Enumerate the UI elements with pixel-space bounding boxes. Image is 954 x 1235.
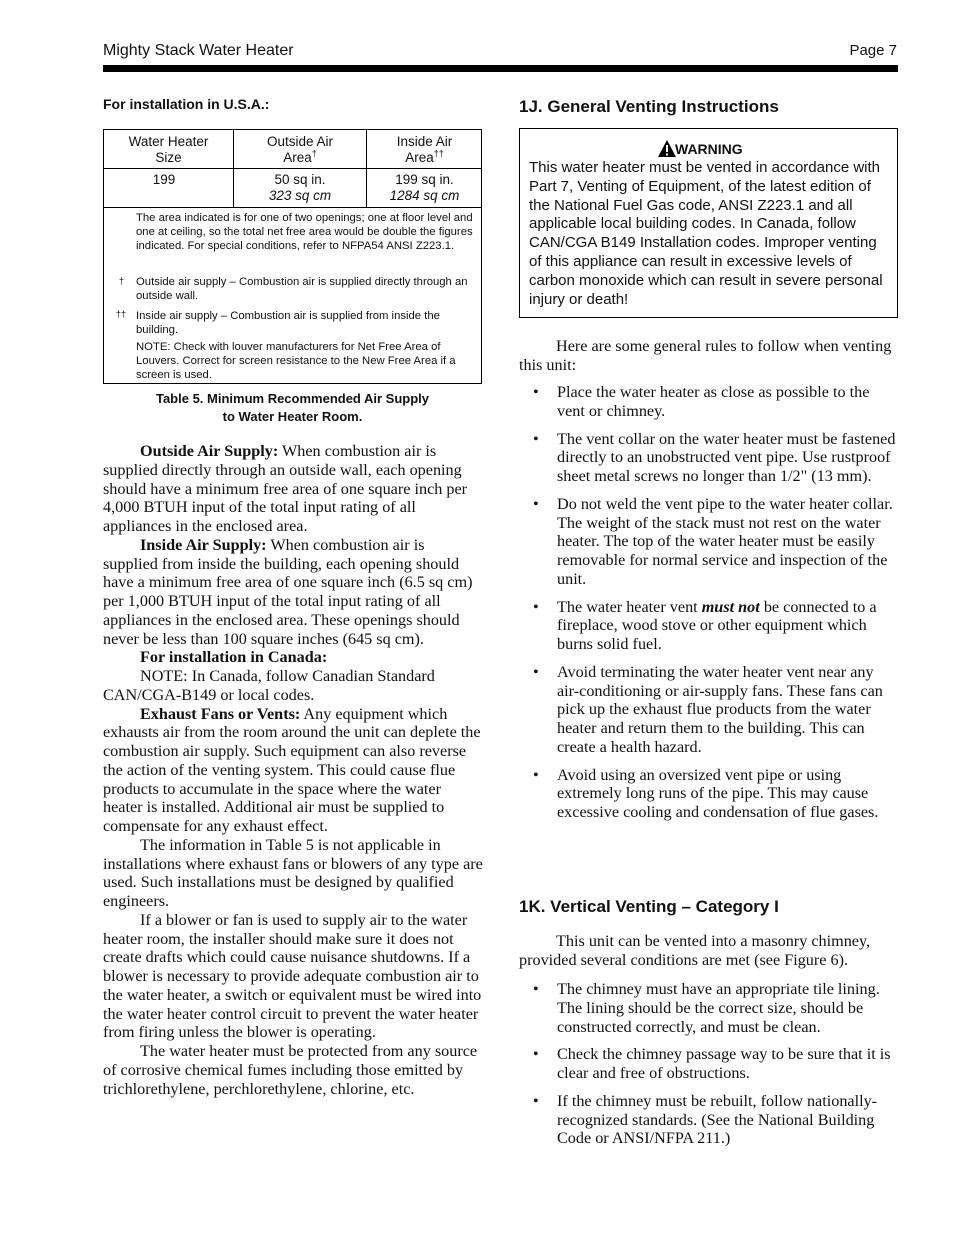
list-item: • Avoid terminating the water heater vent near any air-conditioning or air-supply fans. These fans can pick up the exhaust flue products from the water heater and return them to the building. This can create a health hazard. [533, 662, 883, 756]
dagger-mark: † [119, 276, 125, 286]
list-item: • If the chimney must be rebuilt, follow nationally-recognized standards. (See the National Building Code or ANSI/NFPA 211.) [533, 1091, 878, 1148]
list-item: • Avoid using an oversized vent pipe or using extremely long runs of the pipe. This may cause excessive cooling and condensation of flue gases. [533, 765, 879, 821]
inside-air-paragraph: Inside Air Supply: When combustion air is supplied from inside the building, each opening should have a minimum free area of one square inch (6.5 sq cm) per 1,000 BTUH input of the total input rating of all appliances in the enclosed area. These openings should never be less than 100 square inches (645 sq cm). [103, 535, 473, 648]
list-item: • Place the water heater as close as possible to the vent or chimney. [533, 383, 870, 420]
outside-air-paragraph: Outside Air Supply: When combustion air is supplied directly through an outside wall, each opening should have a minimum free area of one square inch per 4,000 BTUH input of the total input rating of all appliances in the enclosed area. [103, 442, 468, 535]
header-outside-air-area: Outside Air Area† [266, 134, 334, 165]
general-venting-list [519, 383, 899, 831]
list-item: • Do not weld the vent pipe to the water heater collar. The weight of the stack must not rest on the water heater. The top of the water heater must be easily removable for normal service and inspection of the unit. [533, 494, 893, 588]
table5-paragraph: The information in Table 5 is not applicable in installations where exhaust fans or blowers of any type are used. Such installations must be designed by qualified engineers. [103, 835, 483, 910]
table-caption: Table 5. Minimum Recommended Air Supply to Water Heater Room. [155, 391, 430, 424]
note-inside-air: Inside air supply – Combustion air is supplied from inside the building. [136, 310, 440, 336]
list-item: • Check the chimney passage way to be sure that it is clear and free of obstructions. [533, 1045, 891, 1082]
document-title: Mighty Stack Water Heater [103, 42, 294, 59]
list-item: • The water heater vent must not be connected to a fireplace, wood stove or other equipment which burns solid fuel. [533, 597, 877, 653]
double-dagger-mark: †† [116, 309, 127, 319]
warning-text: This water heater must be vented in accordance with Part 7, Venting of Equipment, of the latest edition of the National Fuel Gas code, ANSI Z223.1 and all applicable local building codes. In Canada, follow CAN/CGA B149 Installation codes. Improper venting of this appliance can result in excessive levels of carbon monoxide which can result in severe personal injury or death! [529, 159, 883, 308]
table-divider [104, 168, 481, 169]
section-1k-heading: 1K. Vertical Venting – Category I [519, 897, 779, 916]
header-water-heater-size: Water Heater Size [128, 134, 209, 165]
list-item: • The chimney must have an appropriate tile lining. The lining should be the correct size, should be constructed correctly, and must be clean. [533, 980, 880, 1036]
note-outside-air: Outside air supply – Combustion air is supplied directly through an outside wall. [136, 276, 468, 302]
canada-note: NOTE: In Canada, follow Canadian Standard CAN/CGA-B149 or local codes. [103, 667, 435, 704]
cell-size: 199 [152, 172, 176, 187]
left-body-text [103, 442, 483, 1098]
general-intro: Here are some general rules to follow when venting this unit: [519, 337, 892, 374]
exhaust-paragraph: Exhaust Fans or Vents: Any equipment which exhausts air from the room around the unit can deplete the combustion air supply. Such equipment can also reverse the action of the venting system. This could cause flue products to accumulate in the space where the water heater is installed. Additional air must be supplied to compensate for any exhaust effect. [103, 704, 481, 835]
warning-icon [657, 139, 677, 158]
warning-title: WARNING [675, 141, 743, 157]
cell-inside-area: 199 sq in. 1284 sq cm [389, 172, 460, 203]
section-1j-heading: 1J. General Venting Instructions [519, 97, 779, 116]
header-inside-air-area: Inside Air Area†† [396, 134, 453, 165]
fumes-paragraph: The water heater must be protected from any source of corrosive chemical fumes including those emitted by trichlorethylene, perchlorethylene, chlorine, etc. [103, 1042, 478, 1098]
air-supply-table [103, 129, 482, 384]
cell-outside-area: 50 sq in. 323 sq cm [268, 172, 332, 203]
canada-heading: For installation in Canada: [140, 648, 328, 667]
vertical-venting-list [519, 980, 899, 1157]
vertical-intro: This unit can be vented into a masonry chimney, provided several conditions are met (see Figure 6). [519, 932, 871, 969]
header-rule [103, 65, 898, 72]
note-louver: NOTE: Check with louver manufacturers for Net Free Area of Louvers. Correct for screen resistance to the New Free Area if a screen is used. [136, 341, 456, 381]
warning-box [519, 128, 898, 318]
table-divider [104, 207, 481, 208]
usa-installation-heading: For installation in U.S.A.: [103, 96, 270, 112]
page-number: Page 7 [849, 42, 897, 59]
blower-paragraph: If a blower or fan is used to supply air to the water heater room, the installer should make sure it does not create drafts which could cause nuisance shutdowns. If a blower is necessary to provide adequate combustion air to the water heater, a switch or equivalent must be wired into the water heater control circuit to prevent the water heater from firing unless the blower is operating. [103, 910, 482, 1042]
list-item: • The vent collar on the water heater must be fastened directly to an unobstructed vent pipe. Use rustproof sheet metal screws no longer than 1/2" (13 mm). [533, 429, 896, 485]
note-area: The area indicated is for one of two openings; one at floor level and one at ceiling, so the total net free area would be double the figures indicated. For special conditions, refer to NFPA54 ANSI Z223.1. [136, 212, 473, 252]
